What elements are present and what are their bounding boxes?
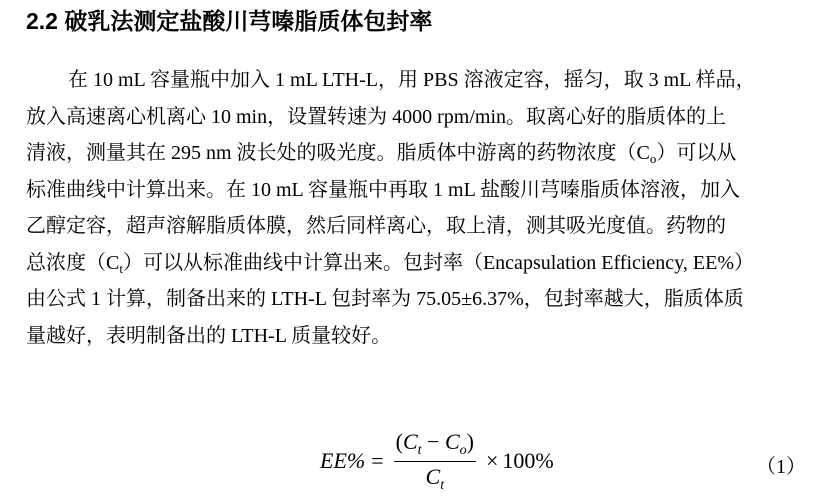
paragraph-line-2: [26, 99, 830, 136]
line-text: 清液，测量其在 295 nm 波长处的吸光度。脂质体中游离的药物浓度（C: [26, 142, 650, 164]
paragraph-line-8: [26, 318, 830, 355]
paragraph-line-6: [26, 245, 830, 282]
var-c-o-sub: o: [459, 442, 467, 458]
equation-lhs: EE%: [320, 448, 366, 473]
paragraph-line-4: [26, 172, 830, 209]
denominator-var: C: [425, 463, 441, 489]
var-c-t-sub: t: [417, 442, 422, 458]
equation-number: （1）: [756, 456, 806, 478]
paragraph-line-1: [68, 62, 830, 99]
paragraph-line-5: [26, 208, 830, 245]
equation: [320, 430, 554, 492]
section-heading: 2.2 破乳法测定盐酸川芎嗪脂质体包封率: [26, 8, 433, 34]
line-text-after: ）可以从: [656, 142, 737, 164]
fraction-numerator: [394, 429, 476, 462]
body-paragraph: [0, 62, 830, 354]
line-text-after: ）可以从标准曲线中计算出来。包封率（Encapsulation Efficiency, EE%）: [122, 251, 754, 274]
equation-factor: 100%: [502, 448, 554, 473]
line-text: 放入高速离心机离心 10 min，设置转速为 4000 rpm/min。取离心好的脂质体的上: [26, 105, 726, 128]
line-text: 标准曲线中计算出来。在 10 mL 容量瓶中再取 1 mL 盐酸川芎嗪脂质体溶液，加入: [26, 178, 741, 201]
subscript-o: o: [649, 151, 657, 166]
paren-close: ): [466, 428, 474, 454]
fraction: [394, 429, 476, 494]
times-sign: ×: [485, 448, 499, 473]
line-text: 在 10 mL 容量瓶中加入 1 mL LTH-L，用 PBS 溶液定容，摇匀，取 3 mL 样品，: [68, 69, 756, 91]
denominator-sub: t: [440, 477, 445, 493]
line-text: 总浓度（C: [26, 251, 120, 274]
paragraph-line-7: [26, 281, 830, 318]
paragraph-line-3: [26, 135, 830, 172]
equals-sign: =: [371, 448, 384, 473]
var-c-t: C: [402, 428, 418, 454]
minus-sign: −: [427, 428, 440, 454]
line-text: 量越好，表明制备出的 LTH-L 质量较好。: [26, 324, 392, 347]
subscript-t: t: [119, 260, 123, 276]
fraction-denominator: [424, 462, 447, 494]
line-text: 乙醇定容，超声溶解脂质体膜，然后同样离心，取上清，测其吸光度值。药物的: [26, 215, 726, 237]
paren-open: (: [395, 428, 403, 454]
equation-block: [0, 422, 830, 498]
line-text: 由公式 1 计算，制备出来的 LTH-L 包封率为 75.05±6.37%，包封率越大，脂质体质: [26, 288, 744, 310]
var-c-o: C: [444, 428, 460, 454]
